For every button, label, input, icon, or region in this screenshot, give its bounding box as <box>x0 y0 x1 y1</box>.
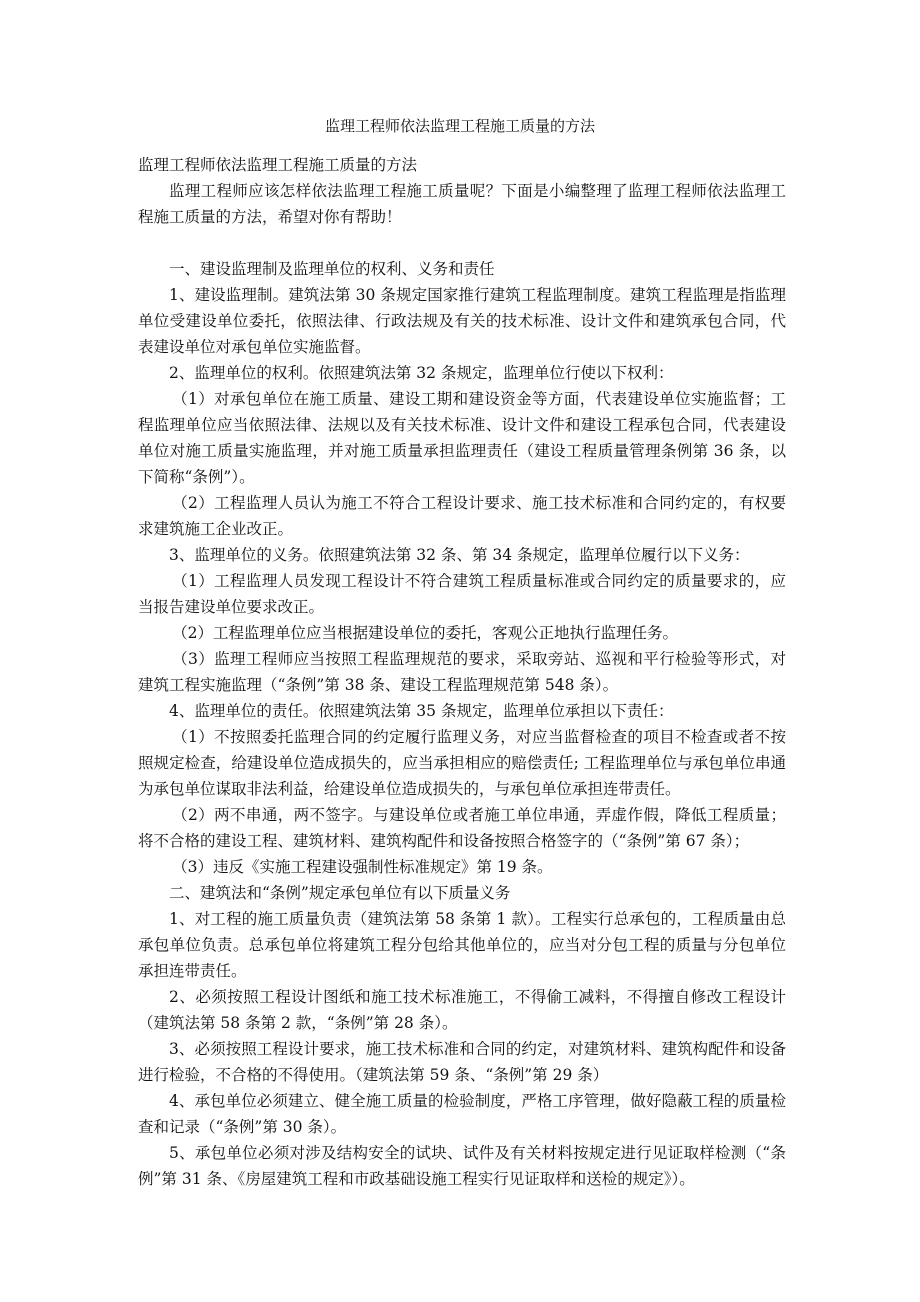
paragraph-1: 1、建设监理制。建筑法第 30 条规定国家推行建筑工程监理制度。建筑工程监理是指监理单位受建设单位委托，依照法律、行政法规及有关的技术标准、设计文件和建筑承包合同，代表建设单位对承包单位实施监督。 <box>138 286 786 356</box>
duty-paragraph-4: 4、承包单位必须建立、健全施工质量的检验制度，严格工序管理，做好隐蔽工程的质量检查和记录（“条例”第 30 条）。 <box>138 1092 786 1136</box>
document-body <box>138 152 786 1192</box>
paragraph-2-item-2: （2）工程监理人员认为施工不符合工程设计要求、施工技术标准和合同约定的，有权要求建筑施工企业改正。 <box>138 494 786 538</box>
subtitle-paragraph: 监理工程师依法监理工程施工质量的方法 <box>138 156 418 174</box>
duty-paragraph-5: 5、承包单位必须对涉及结构安全的试块、试件及有关材料按规定进行见证取样检测（“条例”第 31 条、《房屋建筑工程和市政基础设施工程实行见证取样和送检的规定》）。 <box>138 1144 786 1188</box>
paragraph-4: 4、监理单位的责任。依照建筑法第 35 条规定，监理单位承担以下责任： <box>169 702 674 720</box>
paragraph-2-item-1: （1）对承包单位在施工质量、建设工期和建设资金等方面，代表建设单位实施监督；工程监理单位应当依照法律、法规以及有关技术标准、设计文件和建设工程承包合同，代表建设单位对施工质量实施监理，并对施工质量承担监理责任（建设工程质量管理条例第 36 条，以下简称“条例”）。 <box>138 390 786 486</box>
document-title: 监理工程师依法监理工程施工质量的方法 <box>324 117 595 135</box>
paragraph-3: 3、监理单位的义务。依照建筑法第 32 条、第 34 条规定，监理单位履行以下义务： <box>169 546 750 564</box>
section-heading-1: 一、建设监理制及监理单位的权利、义务和责任 <box>169 260 495 278</box>
paragraph-3-item-3: （3）监理工程师应当按照工程监理规范的要求，采取旁站、巡视和平行检验等形式，对建筑工程实施监理（“条例”第 38 条、建设工程监理规范第 548 条）。 <box>138 650 786 694</box>
section-heading-2: 二、建筑法和“条例”规定承包单位有以下质量义务 <box>169 884 511 902</box>
paragraph-4-item-1: （1）不按照委托监理合同的约定履行监理义务，对应当监督检查的项目不检查或者不按照规定检查，给建设单位造成损失的，应当承担相应的赔偿责任; 工程监理单位与承包单位串通为承包单位谋取非法利益，给建设单位造成损失的，与承包单位承担连带责任。 <box>138 728 786 798</box>
intro-paragraph: 监理工程师应该怎样依法监理工程施工质量呢？下面是小编整理了监理工程师依法监理工程施工质量的方法，希望对你有帮助！ <box>138 182 786 226</box>
paragraph-3-item-1: （1）工程监理人员发现工程设计不符合建筑工程质量标准或合同约定的质量要求的，应当报告建设单位要求改正。 <box>138 572 786 616</box>
duty-paragraph-1: 1、对工程的施工质量负责（建筑法第 58 条第 1 款）。工程实行总承包的，工程质量由总承包单位负责。总承包单位将建筑工程分包给其他单位的，应当对分包工程的质量与分包单位承担连带责任。 <box>138 910 786 980</box>
duty-paragraph-2: 2、必须按照工程设计图纸和施工技术标准施工，不得偷工减料，不得擅自修改工程设计（建筑法第 58 条第 2 款，“条例”第 28 条）。 <box>138 988 786 1032</box>
duty-paragraph-3: 3、必须按照工程设计要求，施工技术标准和合同的约定，对建筑材料、建筑构配件和设备进行检验，不合格的不得使用。（建筑法第 59 条、“条例”第 29 条） <box>138 1040 786 1084</box>
paragraph-2: 2、监理单位的权利。依照建筑法第 32 条规定，监理单位行使以下权利： <box>169 364 674 382</box>
paragraph-4-item-2: （2）两不串通，两不签字。与建设单位或者施工单位串通，弄虚作假，降低工程质量；将不合格的建设工程、建筑材料、建筑构配件和设备按照合格签字的（“条例”第 67 条）； <box>138 806 786 850</box>
paragraph-3-item-2: （2）工程监理单位应当根据建设单位的委托，客观公正地执行监理任务。 <box>172 624 678 642</box>
paragraph-4-item-3: （3）违反《实施工程建设强制性标准规定》第 19 条。 <box>172 858 553 876</box>
